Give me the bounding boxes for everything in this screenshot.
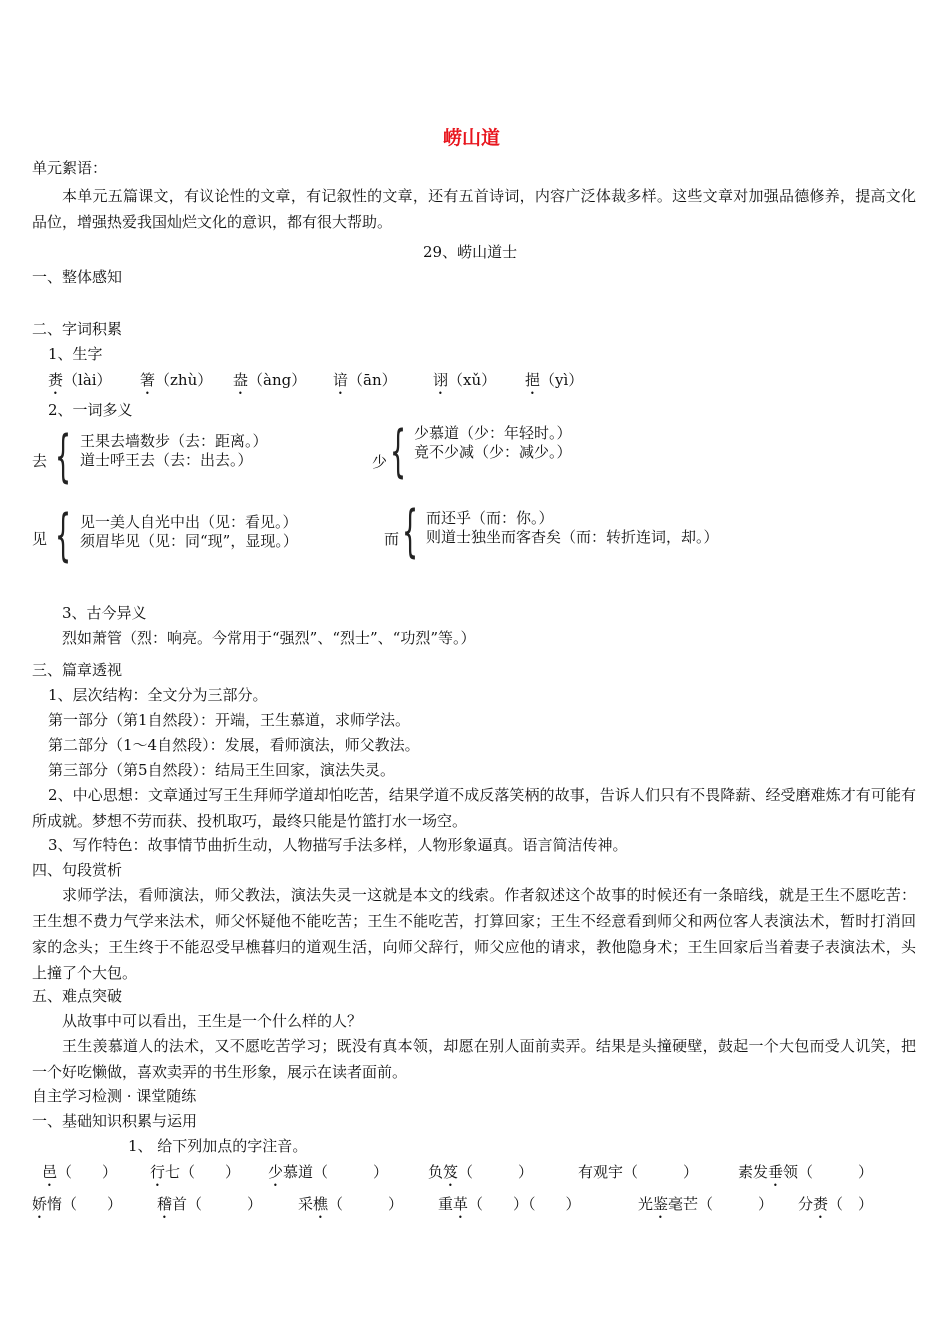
pinyin: （zhù） (155, 371, 213, 389)
polysemy-line: 则道士独坐而客杳矣（而：转折连词，却。） (426, 528, 719, 546)
exercise-item: 稽首（ ） (157, 1195, 263, 1213)
char-item (140, 370, 212, 398)
exercise-item: 素发垂领（ ） (738, 1163, 874, 1181)
section-heading: 一、整体感知 (32, 268, 123, 286)
dotted-char: 谙 (333, 371, 349, 389)
page-title: 崂山道 (443, 127, 501, 149)
exercise-item: 负笈（ ） (428, 1163, 534, 1181)
exercise-item: 有观宇（ ） (578, 1163, 699, 1181)
structure-part: 第一部分（第1自然段）：开端，王生慕道，求师学法。 (48, 711, 411, 729)
exercise-item: 娇惰（ ） (32, 1195, 123, 1213)
unit-intro-text: 本单元五篇课文，有议论性的文章，有记叙性的文章，还有五首诗词，内容广泛体裁多样。这些文章对加强品德修养，提高文化品位，增强热爱我国灿烂文化的意识，都有很大帮助。 (32, 187, 916, 231)
exercise-item: 少慕道（ ） (268, 1163, 389, 1181)
subsection-heading: 2、一词多义 (48, 401, 133, 419)
pinyin: （yì） (540, 371, 584, 389)
dotted-char: 箸 (140, 371, 156, 389)
section-heading: 四、句段赏析 (32, 861, 123, 879)
appreciation-text: 求师学法，看师演法，师父教法，演法失灵一这就是本文的线索。作者叙述这个故事的时候还有一条暗线，就是王生不愿吃苦：王生想不费力气学来法术，师父怀疑他不能吃苦；王生不能吃苦，打算回家；王生不经意看到师父和两位客人表演法术，暂时打消回家的念头；王生终于不能忍受早樵暮归的道观生活，向师父辞行，师父应他的请求，教他隐身术；王生回家后当着妻子表演法术，头上撞了个大包。 (32, 886, 916, 982)
pinyin: （ān） (348, 371, 397, 389)
char-item (333, 370, 397, 398)
polysemy-line: 道士呼王去（去：出去。） (80, 451, 253, 469)
brace-icon: { (55, 424, 72, 489)
polysemy-head-shao: 少 (372, 453, 388, 471)
structure-text: 1、层次结构：全文分为三部分。 (48, 686, 268, 704)
subsection-heading: 1、生字 (48, 345, 103, 363)
polysemy-head-er: 而 (384, 530, 400, 548)
polysemy-line: 须眉毕见（见：同“现”，显现。） (80, 532, 298, 550)
subsection-heading: 3、古今异义 (62, 604, 147, 622)
difficulty-answer: 王生羡慕道人的法术，又不愿吃苦学习；既没有真本领，却愿在别人面前卖弄。结果是头撞硬壁，鼓起一个大包而受人讥笑，把一个好吃懒做，喜欢卖弄的书生形象，展示在读者面前。 (32, 1037, 916, 1081)
self-test-heading: 自主学习检测 · 课堂随练 (32, 1087, 197, 1105)
structure-part: 第三部分（第5自然段）：结局王生回家，演法失灵。 (48, 761, 396, 779)
dotted-char: 挹 (525, 371, 541, 389)
difficulty-question: 从故事中可以看出，王生是一个什么样的人？ (62, 1012, 363, 1030)
dotted-char: 诩 (433, 371, 449, 389)
exercise-item: 采樵（ ） (298, 1195, 404, 1213)
char-item (525, 370, 583, 398)
dotted-char: 盎 (233, 371, 249, 389)
pinyin: （xǔ） (448, 371, 497, 389)
char-item (48, 370, 112, 398)
exercise-item: 分赉（ ） (798, 1195, 874, 1213)
polysemy-line: 见一美人自光中出（见：看见。） (80, 513, 298, 531)
brace-icon: { (55, 503, 72, 568)
writing-feature: 3、写作特色：故事情节曲折生动，人物描写手法多样，人物形象逼真。语言简洁传神。 (48, 836, 628, 854)
polysemy-line: 竟不少减（少：减少。） (414, 443, 572, 461)
structure-part: 第二部分（1～4自然段）：发展，看师演法，师父教法。 (48, 736, 420, 754)
central-idea: 2、中心思想：文章通过写王生拜师学道却怕吃苦，结果学道不成反落笑柄的故事，告诉人们只有不畏降薪、经受磨难炼才有可能有所成就。梦想不劳而获、投机取巧，最终只能是竹篮打水一场空。 (32, 786, 916, 830)
char-item (433, 370, 496, 398)
ancient-modern-text: 烈如萧管（烈：响亮。今常用于“强烈”、“烈士”、“功烈”等。） (62, 629, 476, 647)
exercise-item: 重革（ ）（ ） (438, 1195, 581, 1213)
lesson-title: 29、崂山道士 (423, 243, 518, 261)
section-heading: 五、难点突破 (32, 987, 123, 1005)
char-item (233, 370, 306, 398)
exercise-question: 1、 给下列加点的字注音。 (128, 1137, 308, 1155)
polysemy-line: 少慕道（少：年轻时。） (414, 424, 572, 442)
exercise-item: 光鉴毫芒（ ） (638, 1195, 774, 1213)
brace-icon: { (390, 419, 407, 484)
polysemy-head-jian: 见 (32, 530, 48, 548)
pinyin: （lài） (63, 371, 112, 389)
section-heading: 二、字词积累 (32, 320, 123, 338)
polysemy-head-qu: 去 (32, 452, 48, 470)
unit-intro-label: 单元絮语： (32, 159, 108, 177)
exercise-item: 行七（ ） (150, 1163, 241, 1181)
section-heading: 三、篇章透视 (32, 661, 123, 679)
dotted-char: 赉 (48, 371, 64, 389)
exercise-section-heading: 一、基础知识积累与运用 (32, 1112, 198, 1130)
brace-icon: { (402, 499, 419, 564)
polysemy-line: 王果去墙数步（去：距离。） (80, 432, 268, 450)
pinyin: （àng） (248, 371, 307, 389)
exercise-item: 邑（ ） (42, 1163, 118, 1181)
polysemy-line: 而还乎（而：你。） (426, 509, 554, 527)
